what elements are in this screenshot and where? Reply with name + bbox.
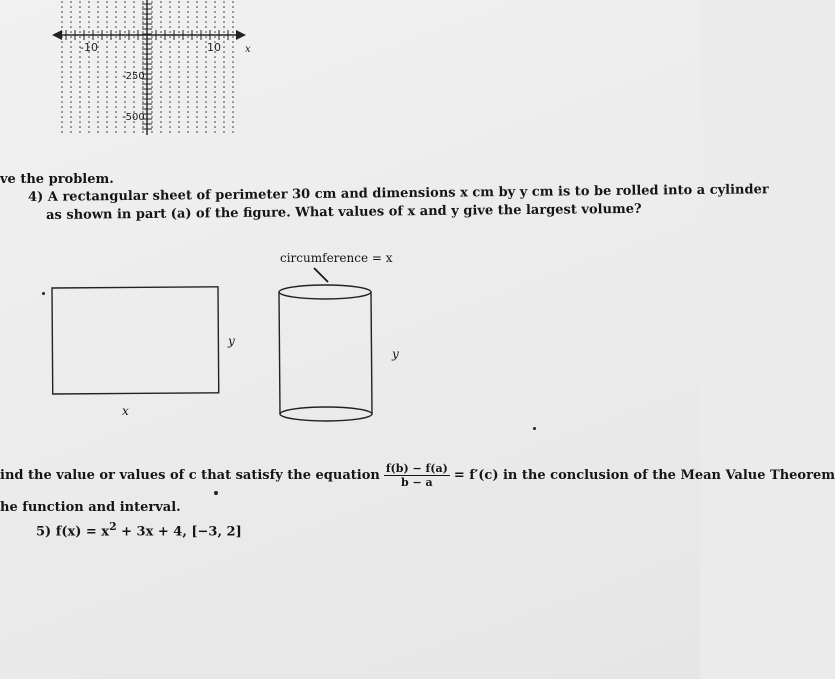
mvt-trail-text: = f′(c) in the conclusion of the Mean Value Theorem xyxy=(453,468,835,483)
mvt-lead-text: ind the value or values of c that satisfy the equation xyxy=(0,468,380,483)
cylinder-side-label: y xyxy=(392,347,399,361)
stray-mark xyxy=(42,292,45,295)
problem-4-statement-line-2: as shown in part (a) of the figure. What values of x and y give the largest volume? xyxy=(46,201,642,223)
problem-5-function xyxy=(36,520,242,539)
rectangular-sheet xyxy=(52,287,219,394)
y-tick-label-250: -250 xyxy=(122,71,145,82)
cylinder xyxy=(279,285,372,421)
stray-mark xyxy=(214,491,218,495)
circumference-pointer xyxy=(314,268,328,282)
mvt-denominator: b − a xyxy=(400,476,433,489)
section-heading: ve the problem. xyxy=(0,172,114,187)
mvt-fraction xyxy=(384,462,450,489)
problem-5-exponent: 2 xyxy=(109,520,117,533)
x-neg-tick-label: -10 xyxy=(80,41,98,54)
mvt-numerator: f(b) − f(a) xyxy=(385,462,448,475)
rect-side-label: y xyxy=(228,334,235,348)
problem-5-suffix: + 3x + 4, [−3, 2] xyxy=(116,524,242,540)
mvt-instruction-line xyxy=(0,462,835,489)
circumference-label: circumference = x xyxy=(280,251,393,265)
problem-5-prefix: 5) f(x) = x xyxy=(36,524,110,540)
y-tick-label-500: -500 xyxy=(122,112,145,123)
stray-mark xyxy=(533,427,536,430)
x-pos-tick-label: 10 xyxy=(207,41,221,54)
mvt-instruction-line-2: he function and interval. xyxy=(0,500,181,515)
rect-bottom-label: x xyxy=(122,404,129,418)
problem-4-statement-line-1: 4) A rectangular sheet of perimeter 30 cm and dimensions x cm by y cm is to be rolled into a cylinder xyxy=(28,182,769,205)
x-axis-label: x xyxy=(245,44,251,55)
